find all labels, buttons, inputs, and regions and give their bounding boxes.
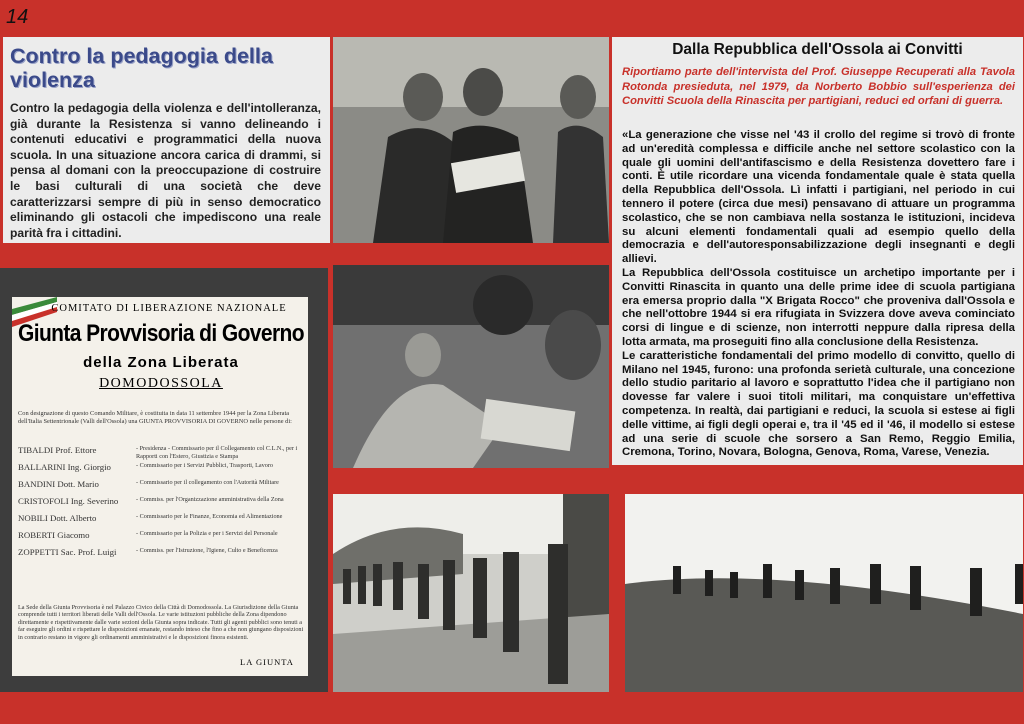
member-role: - Commissario per il collegamento con l'Autorità Militare xyxy=(136,479,279,486)
member-name: BALLARINI Ing. Giorgio xyxy=(18,462,111,472)
member-row xyxy=(18,445,308,462)
document-members xyxy=(18,445,308,564)
member-row xyxy=(18,496,308,513)
member-name: NOBILI Dott. Alberto xyxy=(18,513,97,523)
photo-partisans-reading xyxy=(333,37,609,243)
document-subtitle: della Zona Liberata xyxy=(83,354,239,371)
member-role: - Commissario per le Finanze, Economia ed Alimentazione xyxy=(136,513,283,520)
interview-title: Dalla Repubblica dell'Ossola ai Convitti xyxy=(672,41,963,58)
member-row xyxy=(18,547,308,564)
member-row xyxy=(18,513,308,530)
interview-paragraph: La Repubblica dell'Ossola costituisce un archetipo importante per i Convitti Rinascita in quanto una delle prime idee di scuola partigiana era emersa proprio dalla "X Brigata Rocco" che proveniva dall'Ossola e che nell'ottobre 1944 si era rifugiata in Svizzera dove aveva cominciato corsi di lingue e di scienze, non interrotti neppure dalla ripresa della lotta armata, ma proseguiti fino alla conclusione della Resistenza. xyxy=(622,266,1015,348)
interview-intro: Riportiamo parte dell'intervista del Prof. Giuseppe Recuperati alla Tavola Rotonda presieduta, nel 1979, da Norberto Bobbio sull'esperienza dei Convitti Scuola della Rinascita per partigiani, reduci ed orfani di guerra. xyxy=(622,66,1015,108)
interview-paragraph: «La generazione che visse nel '43 il crollo del regime si trovò di fronte ad un'eredità complessa e difficile anche nel settore scolastico con la quale gli uomini dell'antifascismo e della Resistenza dovettero fare i conti. È utile ricordare una vicenda fondamentale quale è stata quella della Repubblica dell'Ossola. Lì infatti i partigiani, nel periodo in cui tennero il potere (circa due mesi) pensavano di attuare un programma scolastico, che se non cambiava nella sostanza le istituzioni, incideva su alcuni elementi fondamentali quali ad esempio quello della democrazia e dell'autoresponsabilizzazione degli insegnanti e degli allievi. xyxy=(622,129,1015,266)
member-role: - Commissario per i Servizi Pubblici, Trasporti, Lavoro xyxy=(136,462,273,469)
page-number: 14 xyxy=(6,6,29,28)
member-row xyxy=(18,462,308,479)
document-title: Giunta Provvisoria di Governo xyxy=(17,320,304,347)
document-place: DOMODOSSOLA xyxy=(99,376,223,391)
document-footer: La Sede della Giunta Provvisoria è nel Palazzo Civico della Città di Domodossola. La Giurisdizione della Giunta comprende tutti i territori liberati delle Valli dell'Ossola. Le varie istituzioni pubbliche della Zona dipendono direttamente e rispettivamente dalle varie sezioni della Giunta sopra indicate. Tutti gli agenti pubblici sono tenuti a far eseguire gli ordini e rispettare le disposizioni emanate, restando inteso che fino a che non giungano disposizioni in contrario restano in vigore gli ordinamenti amministrativi e le disposizioni finora esistenti. xyxy=(18,604,304,641)
member-name: CRISTOFOLI Ing. Severino xyxy=(18,496,119,506)
document-committee: COMITATO DI LIBERAZIONE NAZIONALE xyxy=(51,303,287,314)
member-name: ZOPPETTI Sac. Prof. Luigi xyxy=(18,547,117,557)
member-role: - Presidenza - Commissario per il Collegamento col C.L.N., per i Rapporti con l'Estero, Giustizia e Stampa xyxy=(136,445,298,460)
member-role: - Commiss. per l'Organizzazione amministrativa della Zona xyxy=(136,496,284,503)
member-name: ROBERTI Giacomo xyxy=(18,530,90,540)
document-intro: Con designazione di questo Comando Militare, è costituita in data 11 settembre 1944 per la Zona Liberata dell'Italia Settentrionale (Valli dell'Ossola) una GIUNTA PROVVISORIA DI GOVERNO nelle persone di: xyxy=(18,410,292,425)
member-name: BANDINI Dott. Mario xyxy=(18,479,99,489)
member-row xyxy=(18,479,308,496)
member-role: - Commissario per la Polizia e per i Servizi del Personale xyxy=(136,530,278,537)
photo-partisans-marching xyxy=(333,494,609,692)
document-signature: LA GIUNTA xyxy=(240,657,294,667)
member-name: TIBALDI Prof. Ettore xyxy=(18,445,97,455)
interview-body xyxy=(622,129,1015,460)
photo-partisans-hillside xyxy=(625,494,1023,692)
member-row xyxy=(18,530,308,547)
section-title: Contro la pedagogia della violenza xyxy=(10,44,273,92)
section-body: Contro la pedagogia della violenza e dell'intolleranza, già durante la Resistenza si vanno delineando i contenuti educativi e programmatici della nuova scuola. In una situazione ancora carica di drammi, si pensa al domani con la preoccupazione di costruire le basi culturali di una società che deve caratterizzarsi sempre di più in senso democratico eliminando gli ostacoli che impediscono una reale parità fra i cittadini. xyxy=(10,101,321,240)
photo-partisans-map xyxy=(333,265,609,468)
member-role: - Commiss. per l'Istruzione, l'Igiene, Culto e Beneficenza xyxy=(136,547,278,554)
interview-paragraph: Le caratteristiche fondamentali del primo modello di convitto, quello di Milano nel 1945, furono: una profonda serietà culturale, una concezione dello studio paritario al lavoro e soprattutto l'idea che il partigiano non dovesse far valere i suoi titoli militari, ma conquistare un'effettiva competenza. In realtà, dai partigiani e reduci, la scuola si estese ai figli delle vittime, ai figli degli operai e, tra il '45 ed il '46, il modello si estese ad una serie di scuole che sorsero a San Remo, Reggio Emilia, Cremona, Torino, Novara, Bologna, Genova, Roma, Varese, Venezia. xyxy=(622,349,1015,459)
